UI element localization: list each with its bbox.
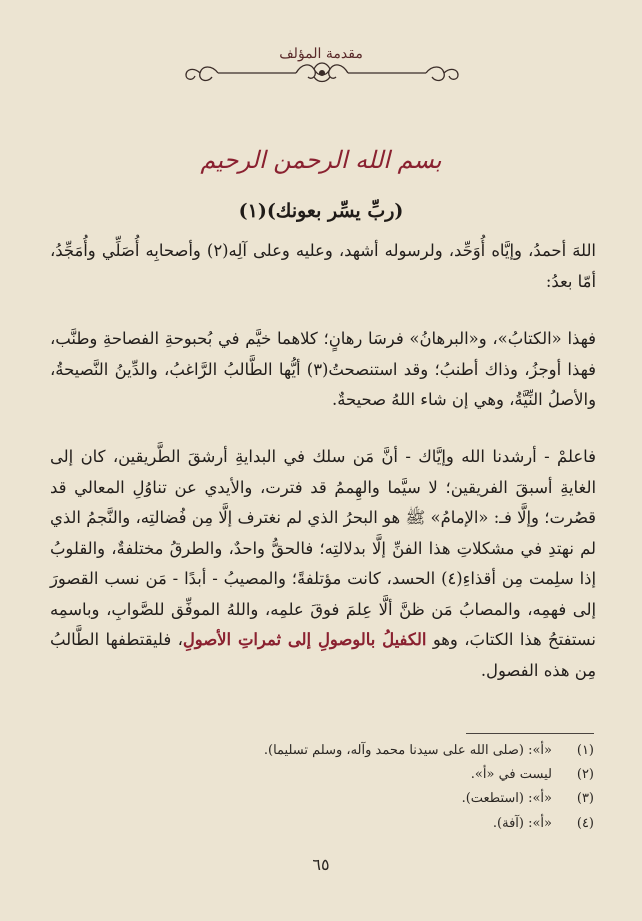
footnote-item bbox=[48, 787, 594, 811]
footnote-item bbox=[48, 763, 594, 787]
footnote-text: «أ»: (آفة). bbox=[492, 815, 552, 831]
footnote-number: (٣) bbox=[576, 791, 594, 807]
footnote-separator bbox=[466, 733, 594, 734]
paragraph-advice bbox=[50, 442, 596, 686]
invocation-subtitle: (ربِّ يسِّر بعونك)(١) bbox=[238, 200, 404, 222]
page-number: ٦٥ bbox=[312, 855, 330, 874]
footnote-text: «أ»: (استطعت). bbox=[461, 791, 552, 807]
footnote-text: «أ»: (صلى الله على سيدنا محمد وآله، وسلم تسليما). bbox=[263, 743, 552, 758]
footnote-text: ليست في «أ». bbox=[470, 767, 552, 783]
paragraph-advice-text: فاعلمْ - أرشدنا الله وإيَّاك - أنَّ مَن سلك في البدايةِ أرشقَ الطَّريقين، كان إلى الغايةِ أسبقَ الفريقين؛ لا سيَّما والهِممُ قد فترت، والأيدي عن تناوُلِ المعالي قد قصُرت؛ وإلَّا فـ: «الإمامُ» ﷺ هو البحرُ الذي لم نغترف إلَّا مِن فُضالتِه، والنَّجمُ الذي لم نهتدِ في مشكلاتِ هذا الفنِّ إلَّا بدلالتِه؛ فالحقُّ واحدٌ، والطرقُ مختلفةٌ، والقلوبُ إذا سلِمت مِن أقذاءِ(٤) الحسد، كانت مؤتلفةً؛ والمصيبُ - أبدًا - مَن نسب القصورَ إلى فهمِه، والمصابُ مَن ظنَّ ألَّا عِلمَ فوقَ علمِه، واللهُ الموفِّق للصَّوابِ، وباسمِه نستفتحُ هذا الكتابَ، وهو bbox=[50, 447, 597, 649]
book-title-emphasis: الكفيلُ بالوصولِ إلى ثمراتِ الأصولِ bbox=[182, 630, 427, 649]
footnotes-list bbox=[48, 739, 594, 836]
footnote-item bbox=[48, 812, 594, 836]
running-title: مقدمة المؤلف bbox=[279, 46, 363, 62]
paragraph-introduction: فهذا «الكتابُ»، و«البرهانُ» فرسَا رهانٍ؛ كلاهما خيَّم في بُحبوحةِ الفصاحةِ وطنَّب، فهذا أوجزُ، وذاك أطنبُ؛ وقد استنصحتُ(٣) أيُّها الطَّالبُ الرَّاغبُ، والدِّينُ النَّصيحةُ، والأصلُ النِّيَّةُ، وهي إن شاء اللهُ صحيحةٌ. bbox=[50, 329, 596, 409]
footnote-number: (١) bbox=[576, 743, 594, 758]
paragraph-closing-text: ، فليقتطفها الطَّالبُ مِن هذه الفصول. bbox=[50, 630, 596, 680]
footnote-item bbox=[48, 739, 594, 763]
ornamental-divider-icon bbox=[178, 60, 466, 86]
basmala-heading: بسم الله الرحمن الرحيم bbox=[200, 146, 442, 174]
paragraph-praise: اللهَ أحمدُ، وإيَّاه أُوَحِّد، ولرسوله أشهد، وعليه وعلى آلِه(٢) وأصحابِه أُصَلِّي وأُمَجِّدُ، أمّا بعدُ: bbox=[50, 241, 596, 291]
footnote-number: (٢) bbox=[576, 767, 594, 783]
footnote-number: (٤) bbox=[576, 815, 594, 831]
